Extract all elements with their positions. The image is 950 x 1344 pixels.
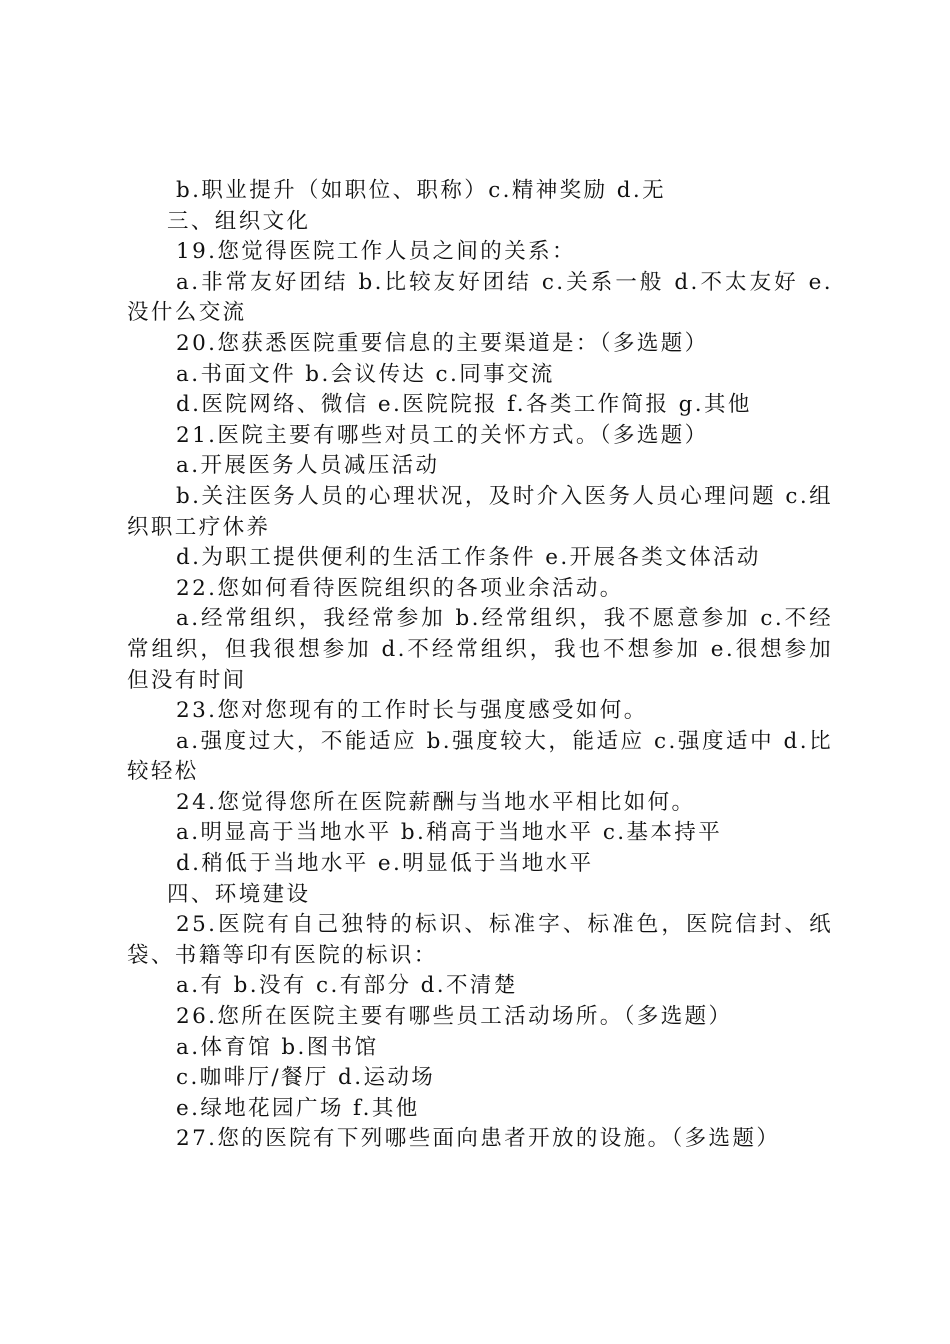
options-21-line-1: a.开展医务人员减压活动 — [176, 453, 440, 479]
options-20-line-2: d.医院网络、微信 e.医院院报 f.各类工作简报 g.其他 — [176, 392, 752, 418]
options-26-line-3: e.绿地花园广场 f.其他 — [176, 1095, 420, 1121]
document-body — [127, 176, 833, 1155]
question-20: 20.您获悉医院重要信息的主要渠道是：（多选题） — [176, 330, 709, 356]
options-22: a.经常组织，我经常参加 b.经常组织，我不愿意参加 c.不经常组织，但我很想参加 d.不经常组织，我也不想参加 e.很想参加但没有时间 — [127, 606, 833, 693]
section-heading-environment: 四、环境建设 — [167, 881, 311, 907]
question-25: 25.医院有自己独特的标识、标准字、标准色，医院信封、纸袋、书籍等印有医院的标识： — [127, 912, 833, 968]
option-line-18b: b.职业提升（如职位、职称）c.精神奖励 d.无 — [176, 178, 667, 203]
options-24-line-1: a.明显高于当地水平 b.稍高于当地水平 c.基本持平 — [176, 820, 723, 846]
options-25: a.有 b.没有 c.有部分 d.不清楚 — [176, 973, 518, 999]
question-19: 19.您觉得医院工作人员之间的关系： — [176, 239, 576, 265]
options-20-line-1: a.书面文件 b.会议传达 c.同事交流 — [176, 361, 555, 387]
options-24-line-2: d.稍低于当地水平 e.明显低于当地水平 — [176, 851, 594, 877]
section-heading-organizational-culture: 三、组织文化 — [167, 208, 311, 234]
question-23: 23.您对您现有的工作时长与强度感受如何。 — [176, 698, 648, 724]
options-21-line-3: d.为职工提供便利的生活工作条件 e.开展各类文体活动 — [176, 545, 761, 571]
options-26-line-1: a.体育馆 b.图书馆 — [176, 1034, 379, 1060]
options-23: a.强度过大，不能适应 b.强度较大，能适应 c.强度适中 d.比较轻松 — [127, 728, 833, 785]
options-26-line-2: c.咖啡厅/餐厅 d.运动场 — [176, 1065, 436, 1091]
question-24: 24.您觉得您所在医院薪酬与当地水平相比如何。 — [176, 789, 696, 815]
options-19: a.非常友好团结 b.比较友好团结 c.关系一般 d.不太友好 e.没什么交流 — [127, 269, 833, 326]
question-26: 26.您所在医院主要有哪些员工活动场所。（多选题） — [176, 1004, 733, 1030]
options-21-line-2: b.关注医务人员的心理状况，及时介入医务人员心理问题 c.组织职工疗休养 — [127, 483, 833, 540]
question-27: 27.您的医院有下列哪些面向患者开放的设施。（多选题） — [176, 1126, 781, 1152]
question-22: 22.您如何看待医院组织的各项业余活动。 — [176, 575, 624, 601]
question-21: 21.医院主要有哪些对员工的关怀方式。（多选题） — [176, 422, 709, 448]
